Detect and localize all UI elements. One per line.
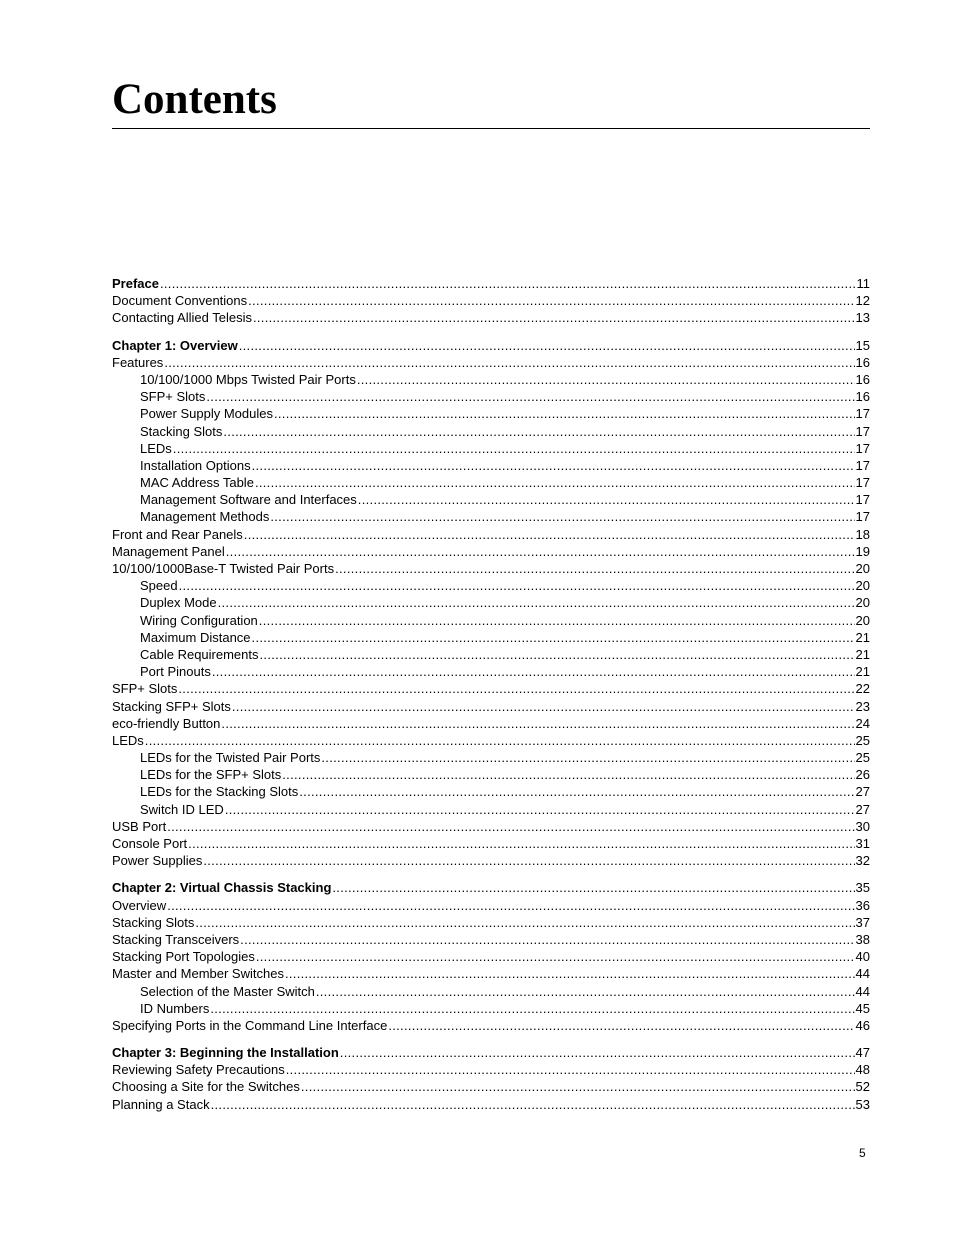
toc-entry[interactable] bbox=[112, 897, 870, 914]
toc-dot-leader bbox=[335, 560, 854, 577]
toc-dot-leader bbox=[232, 698, 855, 715]
toc-entry-label: Front and Rear Panels bbox=[112, 526, 243, 542]
toc-dot-leader bbox=[167, 818, 854, 835]
toc-entry[interactable] bbox=[112, 423, 870, 440]
toc-entry[interactable] bbox=[112, 749, 870, 766]
toc-dot-leader bbox=[285, 965, 855, 982]
toc-dot-leader bbox=[167, 897, 854, 914]
toc-entry-page: 30 bbox=[855, 818, 870, 834]
toc-entry-label: SFP+ Slots bbox=[140, 389, 206, 405]
toc-entry-page: 17 bbox=[855, 406, 870, 422]
toc-dot-leader bbox=[195, 914, 854, 931]
toc-dot-leader bbox=[388, 1017, 854, 1034]
toc-entry-label: Power Supply Modules bbox=[140, 406, 273, 422]
toc-entry[interactable] bbox=[112, 491, 870, 508]
toc-entry-page: 44 bbox=[855, 966, 870, 982]
toc-entry-label: Preface bbox=[112, 276, 159, 291]
toc-entry-label: ID Numbers bbox=[140, 1000, 210, 1016]
toc-entry-label: Stacking Transceivers bbox=[112, 931, 240, 947]
toc-dot-leader bbox=[188, 835, 854, 852]
toc-entry-page: 20 bbox=[855, 612, 870, 628]
toc-dot-leader bbox=[212, 663, 855, 680]
toc-entry-label: Reviewing Safety Precautions bbox=[112, 1062, 285, 1078]
toc-entry[interactable] bbox=[112, 405, 870, 422]
toc-entry-page: 22 bbox=[855, 681, 870, 697]
toc-entry-label: Choosing a Site for the Switches bbox=[112, 1079, 300, 1095]
toc-entry-label: Wiring Configuration bbox=[140, 612, 258, 628]
toc-dot-leader bbox=[270, 508, 854, 525]
toc-entry-label: Installation Options bbox=[140, 457, 251, 473]
toc-entry[interactable] bbox=[112, 508, 870, 525]
toc-dot-leader bbox=[206, 388, 854, 405]
toc-entry-label: Maximum Distance bbox=[140, 629, 251, 645]
toc-group bbox=[112, 337, 870, 870]
toc-dot-leader bbox=[357, 371, 855, 388]
toc-dot-leader bbox=[255, 474, 855, 491]
toc-entry-label: LEDs for the Twisted Pair Ports bbox=[140, 750, 321, 766]
toc-entry-page: 40 bbox=[855, 949, 870, 965]
toc-dot-leader bbox=[240, 931, 854, 948]
toc-entry-label: Chapter 2: Virtual Chassis Stacking bbox=[112, 880, 332, 896]
toc-entry-label: 10/100/1000Base-T Twisted Pair Ports bbox=[112, 561, 335, 576]
toc-entry-page: 18 bbox=[855, 526, 870, 542]
toc-dot-leader bbox=[252, 457, 855, 474]
toc-dot-leader bbox=[321, 749, 854, 766]
page-number: 5 bbox=[859, 1146, 866, 1160]
toc-entry-page: 44 bbox=[855, 983, 870, 999]
toc-entry[interactable] bbox=[112, 931, 870, 948]
toc-entry-page: 16 bbox=[855, 389, 870, 405]
toc-entry-label: Duplex Mode bbox=[140, 595, 217, 611]
toc-entry-page: 17 bbox=[855, 475, 870, 491]
toc-entry-label: Stacking SFP+ Slots bbox=[112, 698, 231, 714]
toc-entry-label: Document Conventions bbox=[112, 293, 248, 309]
toc-entry-label: USB Port bbox=[112, 818, 167, 834]
toc-entry[interactable] bbox=[112, 818, 870, 835]
toc-entry-page: 31 bbox=[855, 836, 870, 851]
toc-entry-label: Contacting Allied Telesis bbox=[112, 310, 252, 326]
toc-entry[interactable] bbox=[112, 948, 870, 965]
toc-entry-label: Cable Requirements bbox=[140, 646, 259, 662]
toc-entry-label: Stacking Slots bbox=[112, 914, 195, 930]
toc-entry-label: LEDs for the Stacking Slots bbox=[140, 784, 299, 800]
toc-entry-page: 26 bbox=[855, 767, 870, 783]
toc-entry-label: Chapter 3: Beginning the Installation bbox=[112, 1045, 339, 1061]
toc-dot-leader bbox=[218, 594, 855, 611]
toc-entry-page: 12 bbox=[855, 293, 870, 309]
toc-entry[interactable] bbox=[112, 1061, 870, 1078]
toc-dot-leader bbox=[286, 1061, 855, 1078]
toc-entry-page: 11 bbox=[856, 276, 870, 291]
toc-entry[interactable] bbox=[112, 983, 870, 1000]
toc-entry-label: LEDs bbox=[112, 732, 144, 748]
toc-group bbox=[112, 275, 870, 327]
toc-entry[interactable] bbox=[112, 698, 870, 715]
toc-entry[interactable] bbox=[112, 309, 870, 326]
toc-dot-leader bbox=[301, 1078, 855, 1095]
toc-dot-leader bbox=[211, 1096, 855, 1113]
toc-entry-label: Specifying Ports in the Command Line Interface bbox=[112, 1017, 388, 1033]
toc-entry-label: Switch ID LED bbox=[140, 801, 224, 817]
toc-entry[interactable] bbox=[112, 543, 870, 560]
toc-entry[interactable] bbox=[112, 914, 870, 931]
toc-entry-label: 10/100/1000 Mbps Twisted Pair Ports bbox=[140, 371, 356, 387]
toc-entry-page: 21 bbox=[855, 629, 870, 645]
toc-entry-page: 47 bbox=[855, 1045, 870, 1061]
toc-entry[interactable] bbox=[112, 526, 870, 543]
toc-dot-leader bbox=[160, 275, 856, 292]
toc-dot-leader bbox=[259, 612, 855, 629]
toc-entry-page: 36 bbox=[855, 897, 870, 913]
toc-entry[interactable] bbox=[112, 783, 870, 800]
toc-entry-label: Console Port bbox=[112, 836, 188, 851]
toc-entry[interactable] bbox=[112, 732, 870, 749]
toc-dot-leader bbox=[252, 629, 855, 646]
toc-dot-leader bbox=[316, 983, 855, 1000]
toc-entry-label: Stacking Slots bbox=[140, 423, 223, 439]
toc-dot-leader bbox=[223, 423, 854, 440]
toc-entry[interactable] bbox=[112, 1078, 870, 1095]
toc-entry[interactable] bbox=[112, 715, 870, 732]
toc-dot-leader bbox=[358, 491, 855, 508]
toc-entry-page: 27 bbox=[855, 801, 870, 817]
toc-entry[interactable] bbox=[112, 646, 870, 663]
toc-entry-page: 24 bbox=[855, 715, 870, 731]
toc-entry-page: 38 bbox=[855, 931, 870, 947]
toc-entry[interactable] bbox=[112, 560, 870, 577]
toc-entry-page: 20 bbox=[855, 595, 870, 611]
toc-entry-label: Management Methods bbox=[140, 509, 270, 525]
toc-entry-page: 17 bbox=[855, 509, 870, 525]
toc-entry-page: 20 bbox=[855, 578, 870, 594]
toc-entry-label: eco-friendly Button bbox=[112, 715, 221, 731]
toc-entry-page: 20 bbox=[855, 561, 870, 576]
toc-dot-leader bbox=[173, 440, 855, 457]
toc-entry[interactable] bbox=[112, 629, 870, 646]
toc-entry-page: 17 bbox=[855, 492, 870, 508]
title-rule bbox=[112, 128, 870, 129]
toc-entry-page: 45 bbox=[855, 1000, 870, 1016]
toc-entry[interactable] bbox=[112, 577, 870, 594]
toc-dot-leader bbox=[256, 948, 855, 965]
toc-entry-page: 46 bbox=[855, 1017, 870, 1033]
toc-entry[interactable] bbox=[112, 1000, 870, 1017]
toc-entry[interactable] bbox=[112, 354, 870, 371]
toc-dot-leader bbox=[260, 646, 855, 663]
toc-entry[interactable] bbox=[112, 474, 870, 491]
toc-entry-label: Planning a Stack bbox=[112, 1096, 210, 1112]
toc-entry-page: 17 bbox=[855, 457, 870, 473]
toc-entry-label: Overview bbox=[112, 897, 167, 913]
toc-dot-leader bbox=[203, 852, 854, 869]
toc-dot-leader bbox=[332, 879, 854, 896]
toc-entry-page: 32 bbox=[855, 853, 870, 869]
toc-entry-label: LEDs for the SFP+ Slots bbox=[140, 767, 282, 783]
toc-dot-leader bbox=[239, 337, 855, 354]
toc-entry-page: 27 bbox=[855, 784, 870, 800]
toc-dot-leader bbox=[178, 680, 854, 697]
toc-entry-page: 25 bbox=[855, 732, 870, 748]
toc-entry-label: LEDs bbox=[140, 440, 172, 456]
toc-entry-page: 23 bbox=[855, 698, 870, 714]
toc-entry-label: Management Software and Interfaces bbox=[140, 492, 357, 508]
toc-entry-page: 19 bbox=[855, 543, 870, 559]
toc-entry[interactable] bbox=[112, 965, 870, 982]
toc-entry[interactable] bbox=[112, 766, 870, 783]
toc-entry-label: Master and Member Switches bbox=[112, 966, 284, 982]
toc-dot-leader bbox=[164, 354, 854, 371]
toc-entry-page: 21 bbox=[855, 664, 870, 680]
toc-entry-page: 17 bbox=[855, 440, 870, 456]
toc-entry[interactable] bbox=[112, 388, 870, 405]
toc-entry-page: 15 bbox=[855, 337, 870, 353]
toc-dot-leader bbox=[210, 1000, 854, 1017]
toc-entry[interactable] bbox=[112, 594, 870, 611]
toc-entry[interactable] bbox=[112, 1096, 870, 1113]
toc-chapter-entry[interactable] bbox=[112, 1044, 870, 1061]
toc-entry-page: 17 bbox=[855, 423, 870, 439]
toc-entry[interactable] bbox=[112, 835, 870, 852]
toc-entry-page: 52 bbox=[855, 1079, 870, 1095]
toc-entry-label: Selection of the Master Switch bbox=[140, 983, 315, 999]
toc-dot-leader bbox=[221, 715, 854, 732]
toc-dot-leader bbox=[282, 766, 854, 783]
toc-entry-page: 37 bbox=[855, 914, 870, 930]
toc-entry[interactable] bbox=[112, 680, 870, 697]
toc-entry-label: Chapter 1: Overview bbox=[112, 337, 238, 353]
toc-entry-label: SFP+ Slots bbox=[112, 681, 178, 697]
toc-dot-leader bbox=[340, 1044, 855, 1061]
toc-entry-label: Management Panel bbox=[112, 543, 225, 559]
toc-entry-page: 13 bbox=[855, 310, 870, 326]
toc-entry-page: 48 bbox=[855, 1062, 870, 1078]
toc-dot-leader bbox=[225, 801, 855, 818]
toc-entry[interactable] bbox=[112, 852, 870, 869]
toc-group bbox=[112, 1044, 870, 1113]
toc-dot-leader bbox=[248, 292, 854, 309]
toc-entry[interactable] bbox=[112, 371, 870, 388]
toc-entry[interactable] bbox=[112, 663, 870, 680]
toc-entry[interactable] bbox=[112, 612, 870, 629]
page-title: Contents bbox=[112, 76, 277, 123]
toc-entry-label: Features bbox=[112, 354, 164, 370]
toc-entry-page: 16 bbox=[855, 354, 870, 370]
toc-dot-leader bbox=[145, 732, 855, 749]
toc-dot-leader bbox=[244, 526, 855, 543]
toc-group bbox=[112, 879, 870, 1034]
toc-chapter-entry[interactable] bbox=[112, 337, 870, 354]
toc-entry-label: Stacking Port Topologies bbox=[112, 949, 255, 965]
toc-entry-label: Port Pinouts bbox=[140, 664, 211, 680]
table-of-contents bbox=[112, 275, 870, 1123]
toc-entry[interactable] bbox=[112, 457, 870, 474]
toc-entry[interactable] bbox=[112, 292, 870, 309]
toc-entry[interactable] bbox=[112, 440, 870, 457]
toc-entry-page: 16 bbox=[855, 371, 870, 387]
toc-dot-leader bbox=[253, 309, 855, 326]
toc-entry[interactable] bbox=[112, 1017, 870, 1034]
toc-dot-leader bbox=[226, 543, 855, 560]
toc-chapter-entry[interactable] bbox=[112, 275, 870, 292]
toc-dot-leader bbox=[179, 577, 855, 594]
toc-entry-page: 53 bbox=[855, 1096, 870, 1112]
toc-entry-page: 25 bbox=[855, 750, 870, 766]
toc-chapter-entry[interactable] bbox=[112, 879, 870, 896]
toc-dot-leader bbox=[274, 405, 855, 422]
toc-entry-label: Power Supplies bbox=[112, 853, 203, 869]
toc-entry-label: Speed bbox=[140, 578, 178, 594]
toc-dot-leader bbox=[299, 783, 854, 800]
toc-entry-label: MAC Address Table bbox=[140, 475, 254, 491]
toc-entry-page: 21 bbox=[855, 646, 870, 662]
toc-entry[interactable] bbox=[112, 801, 870, 818]
toc-entry-page: 35 bbox=[855, 880, 870, 896]
